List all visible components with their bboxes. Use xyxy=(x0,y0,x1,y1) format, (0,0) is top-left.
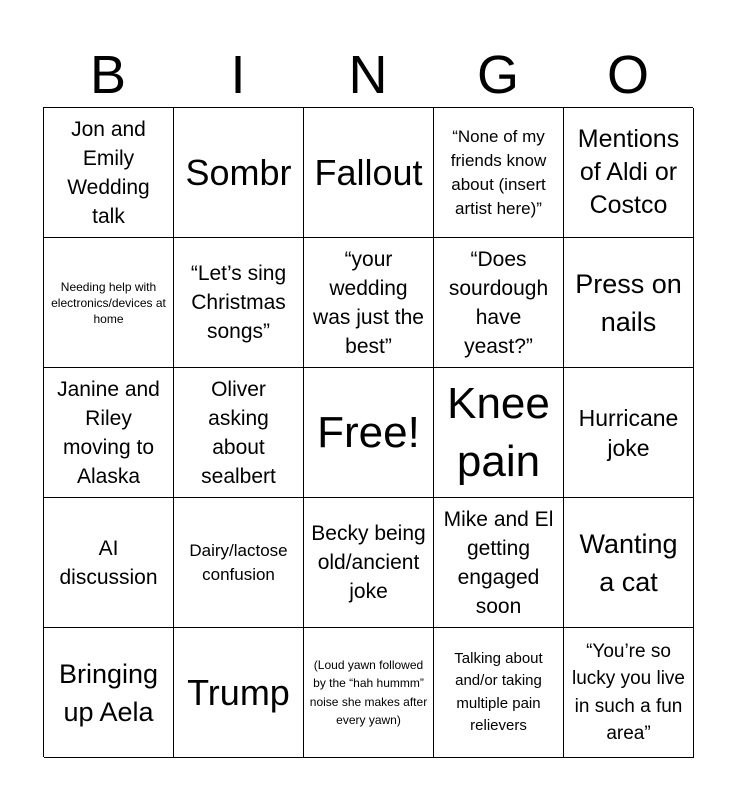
cell-text: Fallout xyxy=(314,151,423,193)
cell-text: Talking about and/or taking multiple pain relievers xyxy=(454,649,543,734)
cell-text: Press on nails xyxy=(575,268,682,337)
cell-text: “Let’s sing Christmas songs” xyxy=(190,262,287,343)
header-letter-n: N xyxy=(348,45,388,105)
cell-text: Becky being old/ancient joke xyxy=(311,522,426,603)
bingo-cell[interactable] xyxy=(174,108,304,238)
bingo-cell[interactable] xyxy=(304,628,434,758)
bingo-cell[interactable] xyxy=(564,108,694,238)
bingo-cell[interactable] xyxy=(44,368,174,498)
cell-text: Bringing up Aela xyxy=(58,658,159,727)
bingo-cell[interactable] xyxy=(174,238,304,368)
bingo-cell[interactable] xyxy=(434,498,564,628)
cell-text: Free! xyxy=(317,407,420,457)
cell-text: Knee pain xyxy=(447,378,550,486)
bingo-cell[interactable] xyxy=(44,108,174,238)
bingo-cell[interactable] xyxy=(434,108,564,238)
cell-text: Janine and Riley moving to Alaska xyxy=(57,377,160,488)
bingo-cell[interactable] xyxy=(564,238,694,368)
bingo-board xyxy=(43,107,693,757)
cell-text: “Does sourdough have yeast?” xyxy=(448,247,549,358)
cell-text: Oliver asking about sealbert xyxy=(201,377,276,488)
bingo-cell[interactable] xyxy=(564,368,694,498)
bingo-cell[interactable] xyxy=(304,108,434,238)
cell-text: “None of my friends know about (insert artist here)” xyxy=(450,126,547,218)
header-letter-g: G xyxy=(476,45,519,105)
cell-text: Sombr xyxy=(185,151,292,193)
cell-text: Trump xyxy=(187,671,290,713)
cell-text: Mike and El getting engaged soon xyxy=(443,507,554,618)
bingo-header xyxy=(43,44,693,106)
cell-text: Dairy/lactose confusion xyxy=(189,540,288,584)
bingo-cell[interactable] xyxy=(434,238,564,368)
bingo-cell[interactable] xyxy=(434,628,564,758)
bingo-cell[interactable] xyxy=(564,498,694,628)
cell-text: “You’re so lucky you live in such a fun area” xyxy=(572,640,685,744)
cell-text: Mentions of Aldi or Costco xyxy=(577,125,680,219)
bingo-cell[interactable] xyxy=(44,238,174,368)
header-letter-o: O xyxy=(606,45,649,105)
cell-text: Hurricane joke xyxy=(578,404,679,461)
cell-text: “your wedding was just the best” xyxy=(313,247,424,358)
cell-text: (Loud yawn followed by the “hah hummm” noise she makes after every yawn) xyxy=(309,657,428,727)
bingo-cell[interactable] xyxy=(174,368,304,498)
bingo-cell[interactable] xyxy=(434,368,564,498)
bingo-cell[interactable] xyxy=(44,498,174,628)
bingo-cell[interactable] xyxy=(174,628,304,758)
cell-text: Jon and Emily Wedding talk xyxy=(67,117,150,228)
free-space-cell[interactable] xyxy=(304,368,434,498)
bingo-cell[interactable] xyxy=(304,498,434,628)
bingo-cell[interactable] xyxy=(564,628,694,758)
cell-text: Needing help with electronics/devices at home xyxy=(51,279,166,326)
bingo-cell[interactable] xyxy=(44,628,174,758)
bingo-cell[interactable] xyxy=(174,498,304,628)
cell-text: AI discussion xyxy=(59,536,158,589)
cell-text: Wanting a cat xyxy=(579,528,678,597)
header-letter-i: I xyxy=(230,45,246,105)
bingo-cell[interactable] xyxy=(304,238,434,368)
header-letter-b: B xyxy=(89,45,127,105)
